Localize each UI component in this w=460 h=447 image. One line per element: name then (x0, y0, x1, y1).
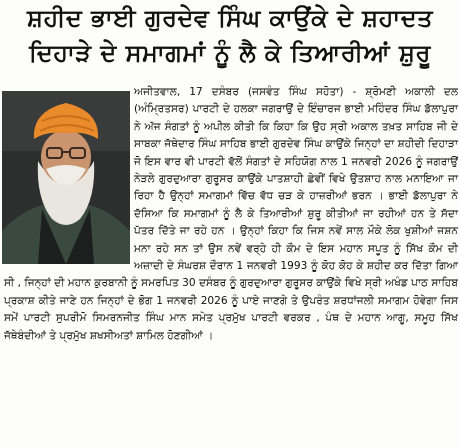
photo-wrap-space (4, 84, 134, 265)
headline-line-1: ਸ਼ਹੀਦ ਭਾਈ ਗੁਰਦੇਵ ਸਿੰਘ ਕਾਉਂਕੇ ਦੇ ਸ਼ਹਾਦਤ (26, 4, 434, 32)
article-body (4, 84, 458, 345)
headline-line-2: ਦਿਹਾੜੇ ਦੇ ਸਮਾਗਮਾਂ ਨੂੰ ਲੈ ਕੇ ਤਿਆਰੀਆਂ ਸ਼ੁਰੂ (29, 39, 431, 67)
article-text: ਅਜੀਤਵਾਲ, 17 ਦਸੰਬਰ (ਜਸਵੰਤ ਸਿੰਘ ਸਹੋਤਾ) - ਸ਼੍ਰੋਮਣੀ ਅਕਾਲੀ ਦਲ (ਅੰਮ੍ਰਿਤਸਰ) ਪਾਰਟੀ ਦੇ ਹਲਕਾ ਜਗਰਾਉਂ ਦੇ ਇੰਚਾਰਜ ਭਾਈ ਮਹਿੰਦਰ ਸਿੰਘ ਡੱਲਾਪੁਰਾ ਨੇ ਅੱਜ ਸੰਗਤਾਂ ਨੂੰ ਅਪੀਲ ਕੀਤੀ ਕਿ ਕਿਹਾ ਕਿ ਉਹ ਸ੍ਰੀ ਅਕਾਲ ਤਖ਼ਤ ਸਾਹਿਬ ਜੀ ਦੇ ਸਾਬਕਾ ਜੱਥੇਦਾਰ ਸਿੰਘ ਸਾਹਿਬ ਭਾਈ ਗੁਰਦੇਵ ਸਿੰਘ ਕਾਉਂਕੇ ਜਿਨ੍ਹਾਂ ਦਾ ਸ਼ਹੀਦੀ ਦਿਹਾੜਾ ਜੋ ਇਸ ਵਾਰ ਵੀ ਪਾਰਟੀ ਵੱਲੋਂ ਸੰਗਤਾਂ ਦੇ ਸਹਿਯੋਗ ਨਾਲ 1 ਜਨਵਰੀ 2026 ਨੂੰ ਜਗਰਾਉਂ ਨੇੜਲੇ ਗੁਰਦੁਆਰਾ ਗੁਰੂਸਰ ਕਾਉਂਕੇ ਪਾਤਸ਼ਾਹੀ ਛੇਵੀਂ ਵਿਖੇ ਉਤਸ਼ਾਹ ਨਾਲ ਮਨਾਇਆ ਜਾ ਰਿਹਾ ਹੈ ਉਨ੍ਹਾਂ ਸਮਾਗਮਾਂ ਵਿੱਚ ਵੱਧ ਚੜ ਕੇ ਹਾਜ਼ਰੀਆਂ ਭਰਨ । ਭਾਈ ਡੱਲਾਪੁਰਾ ਨੇ ਦੱਸਿਆ ਕਿ ਸਮਾਗਮਾਂ ਨੂੰ ਲੈ ਕੇ ਤਿਆਰੀਆਂ ਸ਼ੁਰੂ ਕੀਤੀਆਂ ਜਾ ਰਹੀਆਂ ਹਨ ਤੇ ਸੱਦਾ ਪੱਤਰ ਦਿੱਤੇ ਜਾ ਰਹੇ ਹਨ । ਉਨ੍ਹਾਂ ਕਿਹਾ ਕਿ ਜਿਸ ਨਵੇਂ ਸਾਲ ਮੌਕੇ ਲੋਕ ਖੁਸ਼ੀਆਂ ਜਸ਼ਨ ਮਨਾ ਰਹੇ ਸਨ ਤਾਂ ਉਸ ਨਵੇਂ ਵਰ੍ਹੇ ਹੀ ਕੌਮ ਦੇ ਇਸ ਮਹਾਨ ਸਪੂਤ ਨੂੰ ਸਿੱਖ ਕੌਮ ਦੀ ਅਜ਼ਾਦੀ ਦੇ ਸੰਘਰਸ਼ ਦੌਰਾਨ 1 ਜਨਵਰੀ 1993 ਨੂੰ ਕੋਹ ਕੋਹ ਕੇ ਸ਼ਹੀਦ ਕਰ ਦਿੱਤਾ ਗਿਆ ਸੀ , ਜਿਨ੍ਹਾਂ ਦੀ ਮਹਾਨ ਕੁਰਬਾਨੀ ਨੂੰ ਸਮਰਪਿਤ 30 ਦਸੰਬਰ ਨੂੰ ਗੁਰਦੁਆਰਾ ਗੁਰੂਸਰ ਕਾਉਂਕੇ ਵਿਖੇ ਸ੍ਰੀ ਅਖੰਡ ਪਾਠ ਸਾਹਿਬ ਪ੍ਰਕਾਸ਼ ਕੀਤੇ ਜਾਣੇ ਹਨ ਜਿਨ੍ਹਾਂ ਦੇ ਭੋਗ 1 ਜਨਵਰੀ 2026 ਨੂੰ ਪਾਏ ਜਾਣਗੇ ਤੇ ਉਪਰੰਤ ਸ਼ਰਧਾਂਜਲੀ ਸਮਾਗਮ ਹੋਵੇਗਾ ਜਿਸ ਸਮੇਂ ਪਾਰਟੀ ਸੁਪਰੀਮੋ ਸਿਮਰਨਜੀਤ ਸਿੰਘ ਮਾਨ ਸਮੇਤ ਪ੍ਰਮੁੱਖ ਪਾਰਟੀ ਵਰਕਰ , ਪੰਥ ਦੇ ਮਹਾਨ ਆਗੂ, ਸਮੂਹ ਸਿੱਖ ਜੱਥੇਬੰਦੀਆਂ ਤੇ ਪ੍ਰਮੁੱਖ ਸ਼ਖਸੀਅਤਾਂ ਸ਼ਾਮਿਲ ਹੋਣਗੀਆਂ । (4, 86, 458, 342)
